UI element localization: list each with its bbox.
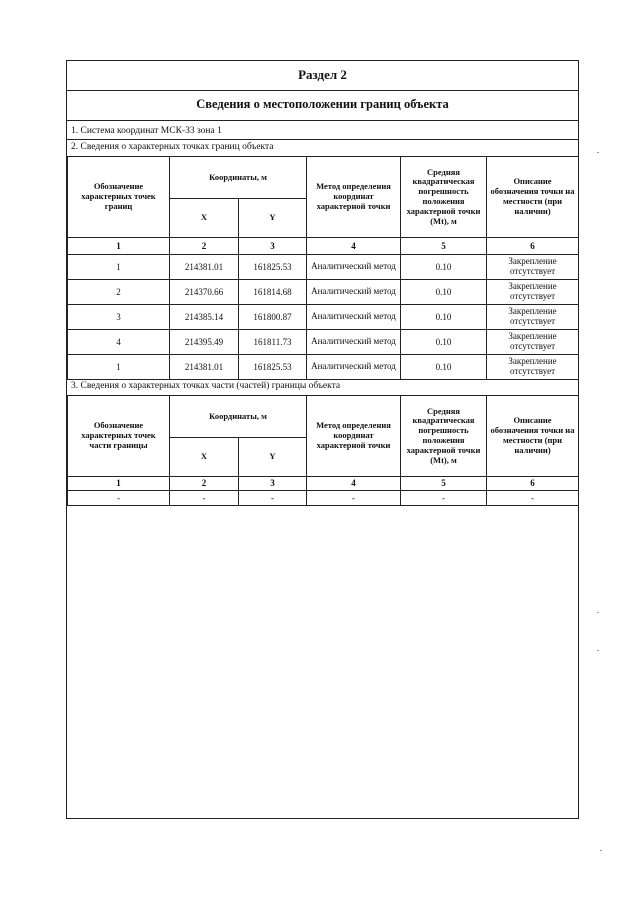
empty-cell: - [68, 491, 170, 506]
description-cell: Закрепление отсутствует [487, 305, 579, 330]
header-coordinates: Координаты, м [170, 157, 307, 199]
empty-cell: - [239, 491, 307, 506]
column-number: 2 [170, 238, 239, 255]
boundary-points-table [67, 156, 579, 380]
header-coordinates: Координаты, м [170, 396, 307, 438]
part-boundary-table [67, 395, 579, 506]
column-number: 6 [487, 238, 579, 255]
y-coordinate: 161825.53 [239, 255, 307, 280]
divider [67, 120, 578, 121]
error-cell: 0.10 [401, 355, 487, 380]
error-cell: 0.10 [401, 330, 487, 355]
header-method: Метод определения координат характерной точки [307, 157, 401, 238]
y-coordinate: 161814.68 [239, 280, 307, 305]
scan-speck [597, 152, 599, 153]
header-error: Средняя квадратическая погрешность положения характерной точки (Mt), м [401, 396, 487, 477]
error-cell: 0.10 [401, 305, 487, 330]
column-number: 5 [401, 477, 487, 491]
divider [67, 90, 578, 91]
divider [67, 139, 578, 140]
header-y: Y [239, 199, 307, 238]
description-cell: Закрепление отсутствует [487, 255, 579, 280]
table-row [68, 280, 579, 305]
column-number: 2 [170, 477, 239, 491]
column-number: 3 [239, 477, 307, 491]
x-coordinate: 214370.66 [170, 280, 239, 305]
table-row [68, 305, 579, 330]
x-coordinate: 214381.01 [170, 355, 239, 380]
y-coordinate: 161825.53 [239, 355, 307, 380]
header-description: Описание обозначения точки на местности (при наличии) [487, 396, 579, 477]
column-number: 4 [307, 238, 401, 255]
y-coordinate: 161811.73 [239, 330, 307, 355]
error-cell: 0.10 [401, 255, 487, 280]
method-cell: Аналитический метод [307, 280, 401, 305]
header-error: Средняя квадратическая погрешность положения характерной точки (Mt), м [401, 157, 487, 238]
document-frame [66, 60, 579, 819]
header-description: Описание обозначения точки на местности (при наличии) [487, 157, 579, 238]
x-coordinate: 214381.01 [170, 255, 239, 280]
y-coordinate: 161800.87 [239, 305, 307, 330]
header-method: Метод определения координат характерной точки [307, 396, 401, 477]
description-cell: Закрепление отсутствует [487, 280, 579, 305]
point-label: 1 [68, 355, 170, 380]
document-title: Сведения о местоположении границ объекта [196, 97, 449, 111]
point-label: 2 [68, 280, 170, 305]
empty-cell: - [401, 491, 487, 506]
empty-cell: - [307, 491, 401, 506]
method-cell: Аналитический метод [307, 255, 401, 280]
table-row [68, 330, 579, 355]
part-boundary-heading: 3. Сведения о характерных точках части (частей) границы объекта [71, 381, 341, 391]
point-label: 1 [68, 255, 170, 280]
description-cell: Закрепление отсутствует [487, 330, 579, 355]
column-number: 5 [401, 238, 487, 255]
method-cell: Аналитический метод [307, 305, 401, 330]
error-cell: 0.10 [401, 280, 487, 305]
table-row [68, 355, 579, 380]
column-number: 1 [68, 238, 170, 255]
coordinate-system-line: 1. Система координат МСК-33 зона 1 [71, 126, 222, 136]
scan-speck [597, 612, 599, 613]
column-number: 1 [68, 477, 170, 491]
section-title: Раздел 2 [298, 67, 347, 82]
header-y: Y [239, 438, 307, 477]
column-number: 4 [307, 477, 401, 491]
header-designation: Обозначение характерных точек части границы [68, 396, 170, 477]
point-label: 4 [68, 330, 170, 355]
x-coordinate: 214385.14 [170, 305, 239, 330]
method-cell: Аналитический метод [307, 330, 401, 355]
empty-cell: - [487, 491, 579, 506]
x-coordinate: 214395.49 [170, 330, 239, 355]
description-cell: Закрепление отсутствует [487, 355, 579, 380]
header-designation: Обозначение характерных точек границ [68, 157, 170, 238]
point-label: 3 [68, 305, 170, 330]
header-x: X [170, 199, 239, 238]
table-row [68, 255, 579, 280]
method-cell: Аналитический метод [307, 355, 401, 380]
scan-speck [600, 850, 602, 851]
column-number: 6 [487, 477, 579, 491]
scan-speck [597, 650, 599, 651]
empty-cell: - [170, 491, 239, 506]
boundary-points-heading: 2. Сведения о характерных точках границ объекта [71, 142, 274, 152]
header-x: X [170, 438, 239, 477]
table-row [68, 491, 579, 506]
column-number: 3 [239, 238, 307, 255]
